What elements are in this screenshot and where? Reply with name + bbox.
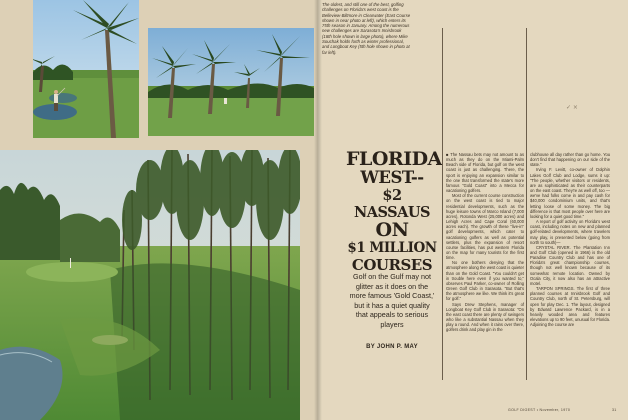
- column-rule-right: [526, 28, 527, 380]
- headline-line-4: ON: [375, 219, 409, 241]
- article-column-2: [530, 152, 610, 327]
- col2-paragraph: clubhouse all day rather than go home. You don't find that happening on our side of the state.": [530, 152, 610, 168]
- page-gutter: [314, 0, 322, 420]
- col1-paragraph: Says Drew Stephens, manager of Longboat Key Golf Club in Sarasota: "On the east coast there are plenty of swingers who like a substantial Nassau when they play a round. And when it rains over there, golfers drink and play gin in the: [446, 301, 524, 333]
- photo-caption: The oldest, and still one of the best, golfing challenges on Florida's west coast is the Belleview-Biltmore in Clearwater (East Course shown in near photo at left), which enters its 75th season in January. Among the numerous new challenges are Sarasota's Innisbrook (18th hole shown in large photo), where Mike Souchak holds forth as winter professional, and Longboat Key (5th hole shown in photo at far left).: [322, 2, 411, 55]
- handwritten-mark: ✓ ×: [566, 104, 578, 111]
- article-byline: BY JOHN P. MAY: [366, 344, 418, 350]
- article-column-1: [446, 152, 524, 332]
- headline-line-5: $1 MILLION: [347, 240, 437, 256]
- col1-paragraph: ■ The Nassau bets may not amount to as much as they do on the Miami-Palm Beach side of Florida, but golf on the west coast is just as challenging. There, the sport is enjoying an expansion similar to the one that transformed the state's more famous "Gold Coast" into a Mecca for vacationing golfers.: [446, 152, 524, 194]
- article-subhead: Golf on the Gulf may not glitter as it does on the more famous 'Gold Coast,' but it has a quiet quality that appeals to serious players: [349, 272, 435, 329]
- headline-line-1: FLORIDA: [346, 148, 442, 170]
- col2-paragraph: TARPON SPRINGS. The first of three planned courses at Innisbrook Golf and Country Club, north of St. Petersburg, will open for play Dec. 1. The layout, designed by Edward Lawrence Packard, is in a heavily wooded area and features elevations up to 90 feet, unusual for Florida. Adjoining the course are: [530, 286, 610, 328]
- photo-belleview-biltmore: [148, 28, 314, 136]
- col1-paragraph: No one bothers denying that the atmosphere along the west coast is quieter than on the Gold Coast. "You couldn't get in trouble here even if you wanted to," observes Paul Parker, co-owner of Rolling Green Golf Club in Sarasota. "But that's the atmosphere we like. We think it's great for golf.": [446, 260, 524, 302]
- photo-innisbrook-18th-hole: [0, 150, 300, 420]
- headline-line-2: WEST--: [360, 168, 424, 187]
- col1-paragraph: Most of the current course construction on the west coast is tied to major residential developments, such as the huge leisure towns of Marco Island (7,000 acres), Rotonda West (25,000 acres) and Lehigh Acres and Cape Coral (60,000 acres each). The growth of these "live-in" golf developments, which cater to vacationing golfers as well as potential settlers, plus the expansion of resort course facilities, has put western Florida on the map for many tourists for the first time.: [446, 193, 524, 261]
- col2-paragraph: A report of golf activity on Florida's west coast, including notes on new and planned golf-related developments, where travelers may play, is presented below (going from north to south)—: [530, 219, 610, 245]
- article-headline: [346, 148, 442, 274]
- photo-golfer-longboat-key: [33, 0, 139, 138]
- column-rule-left: [442, 28, 443, 380]
- footer-magazine-line: GOLF DIGEST • November, 1970: [508, 408, 571, 412]
- headline-line-3: $2 NASSAUS: [354, 187, 430, 221]
- headline-line-6: COURSES: [351, 256, 433, 274]
- col2-paragraph: Irving F. Levitt, co-owner of Dolphin Lakes Golf Club and Lodge, sums it up: "The people, whether visitors or residents, are as sophisticated as their counterparts on the east coast. They're as well off, too —we've had folks come in and pay cash for $40,000 condominium units, and that's letting loose of some money. The big difference is that most people over here are looking for a quiet good time.": [530, 167, 610, 219]
- col2-paragraph: CRYSTAL RIVER. The Plantation Inn and Golf Club (opened in 1966) is the old Paradise Country Club and has one of Florida's great championship courses, though not well known because of its somewhat remote location. Owned by Ocala City, it now also has an attractive motel.: [530, 244, 610, 286]
- page-number: 31: [612, 408, 617, 412]
